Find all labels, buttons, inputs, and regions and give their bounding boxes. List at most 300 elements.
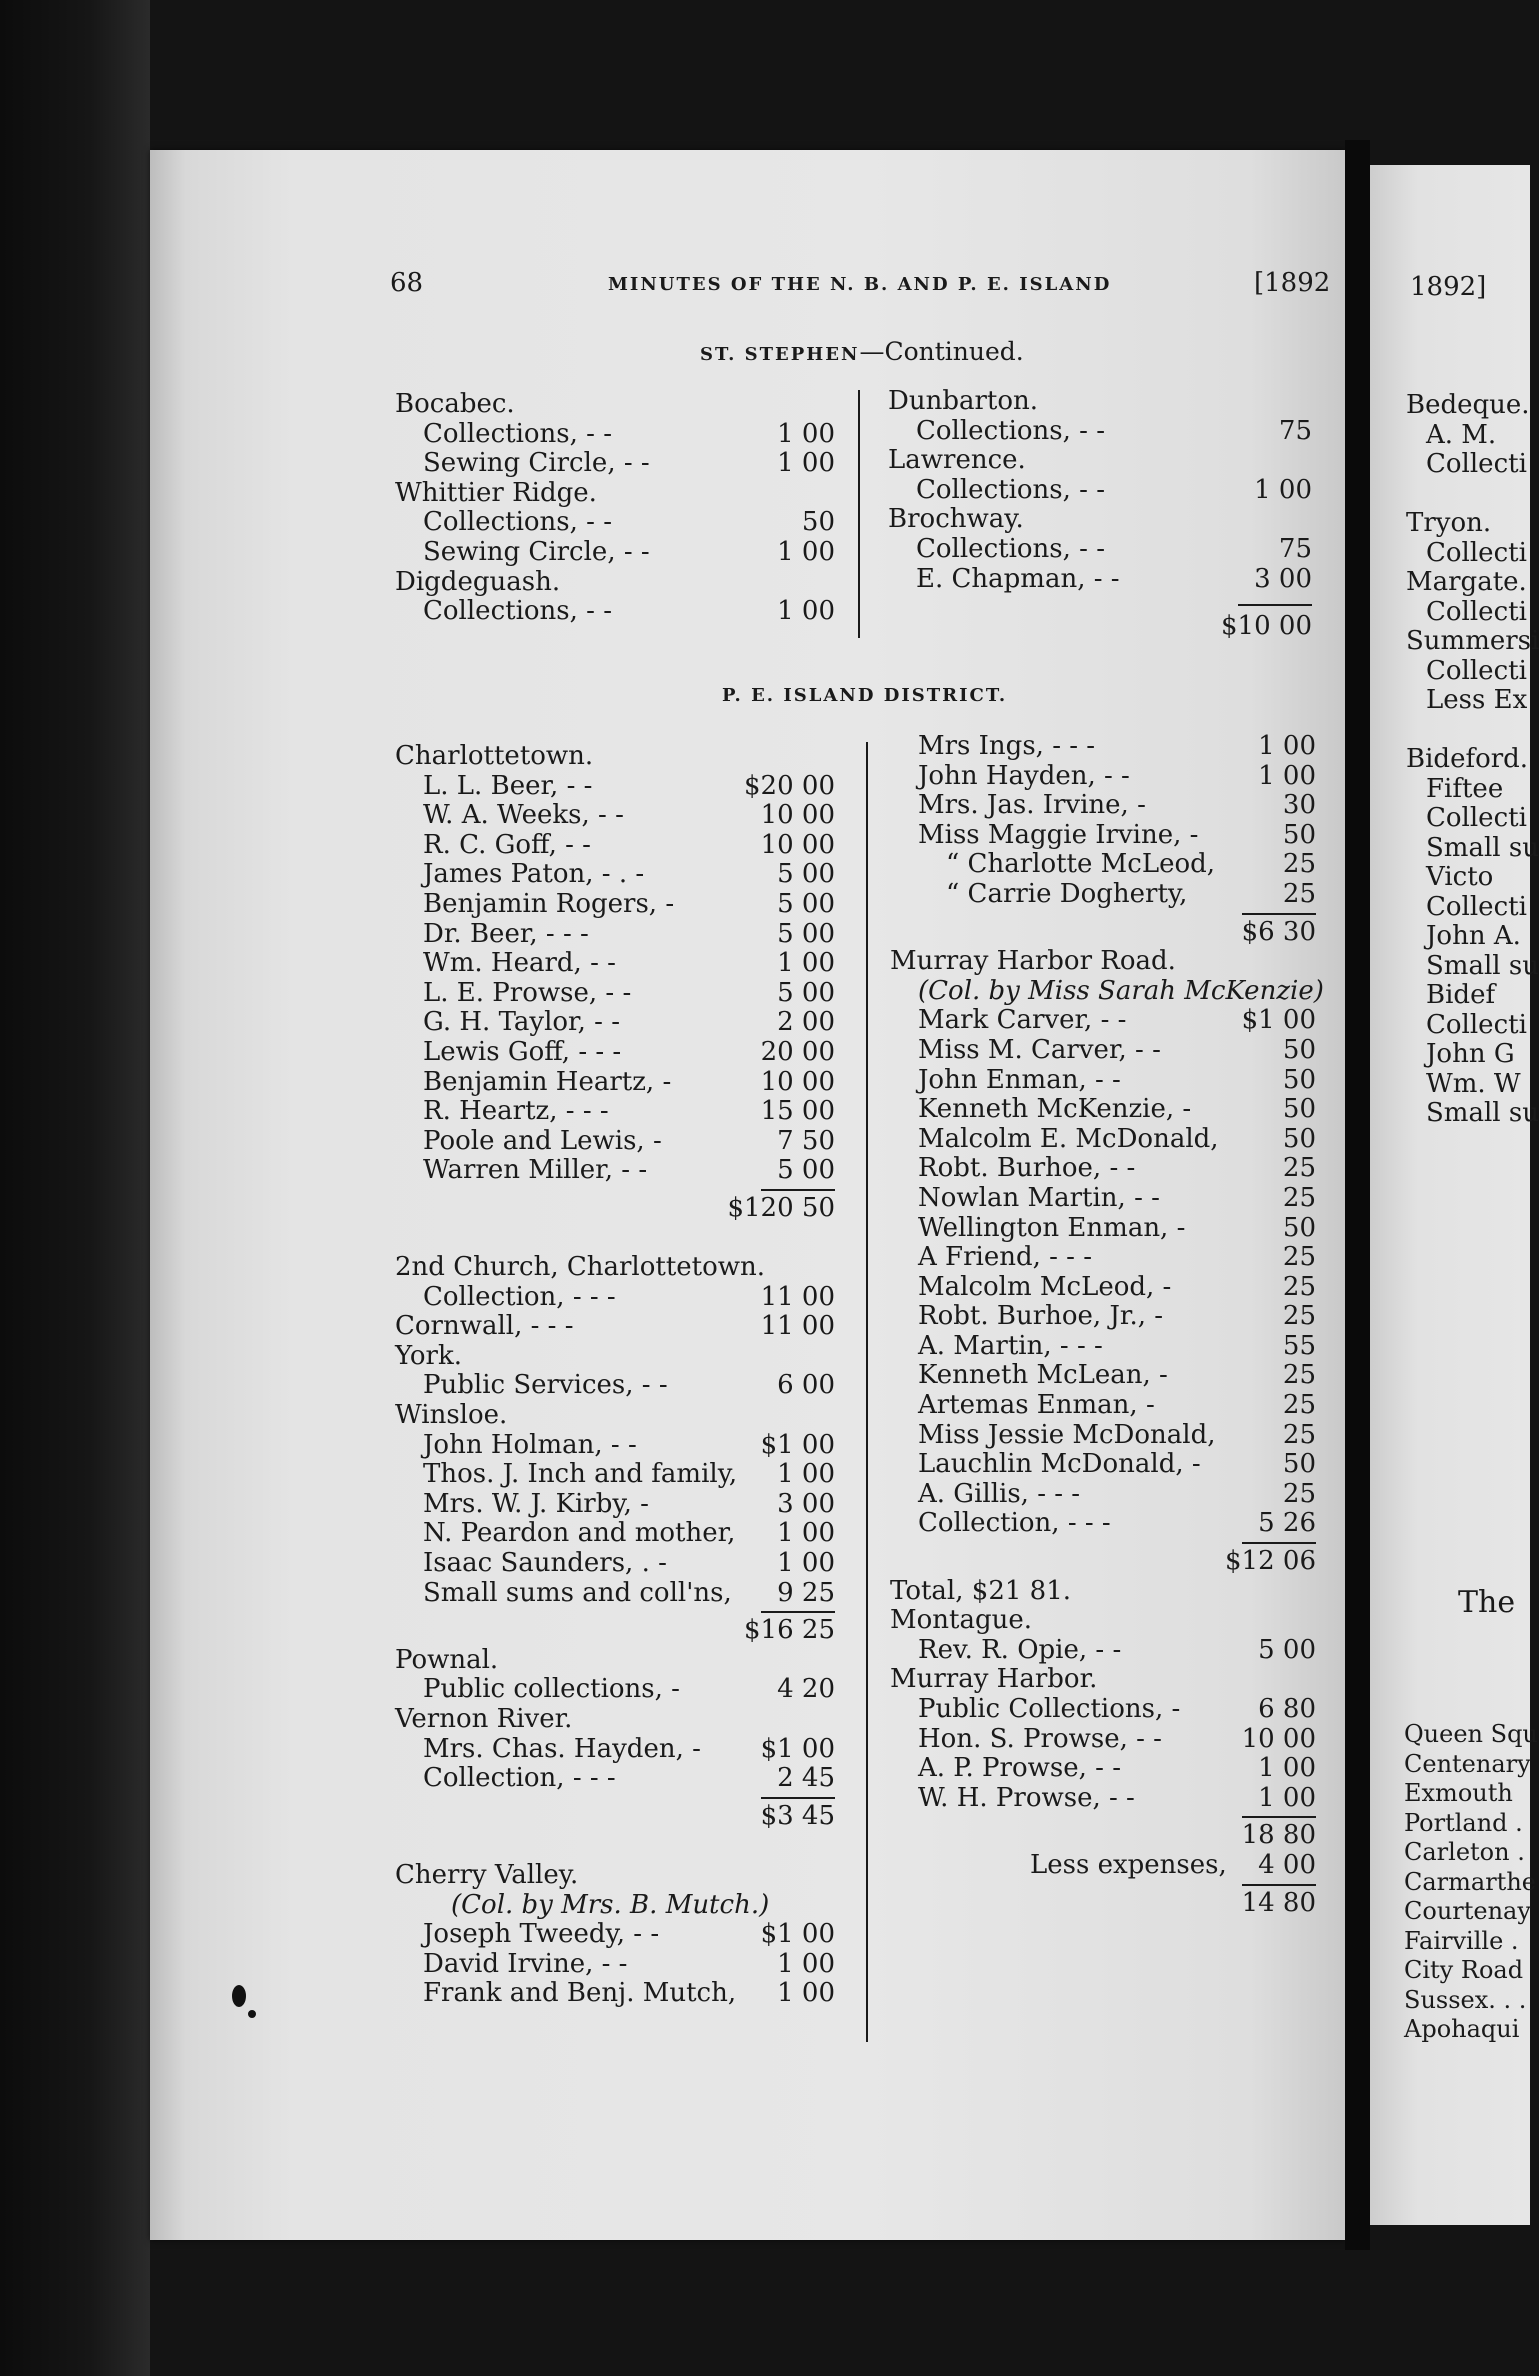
entry-label: Lewis Goff, - - - xyxy=(423,1036,622,1067)
section-continued: —Continued. xyxy=(859,337,1024,366)
entry-label: A. Gillis, - - - xyxy=(918,1478,1081,1509)
entry-amount: $1 00 xyxy=(760,1733,835,1764)
ledger-entry xyxy=(395,1764,835,1794)
ledger-entry xyxy=(890,1450,1316,1480)
facing-page-line: Collecti xyxy=(1426,596,1527,627)
sum-rule xyxy=(761,1797,835,1799)
entry-amount: 25 xyxy=(1282,1301,1316,1332)
facing-page-list-item: Courtenay xyxy=(1404,1897,1531,1925)
entry-label: Mrs. W. J. Kirby, - xyxy=(423,1488,649,1519)
running-title: MINUTES OF THE N. B. AND P. E. ISLAND xyxy=(608,274,1112,295)
ledger-entry xyxy=(888,565,1312,595)
ledger-entry xyxy=(890,1066,1316,1096)
page-number: 68 xyxy=(390,268,424,298)
facing-page-list-item: Carmarthe xyxy=(1404,1867,1536,1896)
facing-page-line: Collecti xyxy=(1426,1009,1527,1040)
ledger-entry xyxy=(890,1095,1316,1125)
entry-label: Dunbarton. xyxy=(888,386,1039,416)
entry-amount: 1 00 xyxy=(777,1518,835,1549)
facing-page-line: Summersi xyxy=(1406,626,1539,656)
entry-label: Vernon River. xyxy=(395,1704,573,1734)
ledger-heading xyxy=(890,1665,1316,1695)
entry-amount: 55 xyxy=(1282,1330,1316,1361)
entry-amount: $12 06 xyxy=(1225,1546,1316,1577)
ledger-entry xyxy=(890,850,1316,880)
entry-amount: 1 00 xyxy=(777,448,835,479)
entry-amount: $16 25 xyxy=(744,1615,835,1646)
entry-amount: 4 20 xyxy=(777,1674,835,1705)
entry-label: Pownal. xyxy=(395,1644,499,1675)
facing-page xyxy=(1370,165,1539,2225)
entry-label: “ Carrie Dogherty, xyxy=(946,878,1188,909)
st-stephen-left-column xyxy=(395,390,835,627)
pei-right-column xyxy=(890,731,1324,1918)
entry-amount: $3 45 xyxy=(760,1800,835,1831)
ledger-entry xyxy=(890,1361,1316,1391)
entry-amount: 3 00 xyxy=(1254,563,1312,594)
entry-label: Collection, - - - xyxy=(423,1763,616,1794)
entry-label: W. H. Prowse, - - xyxy=(918,1782,1135,1813)
entry-amount: 14 80 xyxy=(1241,1887,1316,1918)
ledger-entry xyxy=(395,860,835,890)
ledger-entry xyxy=(890,1332,1316,1362)
ledger-heading xyxy=(890,1577,1316,1607)
entry-amount: 1 00 xyxy=(777,1978,835,2009)
facing-page-line: Margate. xyxy=(1406,567,1527,597)
entry-amount: $6 30 xyxy=(1241,916,1316,947)
entry-label: L. L. Beer, - - xyxy=(423,770,593,801)
entry-label: Poole and Lewis, - xyxy=(423,1125,662,1156)
facing-page-list-item: Fairville . xyxy=(1404,1926,1519,1955)
entry-amount: 6 00 xyxy=(777,1370,835,1401)
entry-label: Less expenses, xyxy=(1030,1849,1227,1880)
entry-label: James Paton, - . - xyxy=(423,859,645,890)
book-binding-shadow xyxy=(0,0,150,2376)
entry-label: (Col. by Miss Sarah McKenzie) xyxy=(918,975,1324,1006)
entry-amount: 1 00 xyxy=(777,536,835,567)
ledger-entry xyxy=(890,880,1316,910)
entry-label: N. Peardon and mother, xyxy=(423,1518,736,1549)
entry-label: L. E. Prowse, - - xyxy=(423,977,632,1008)
entry-amount: 5 00 xyxy=(777,1155,835,1186)
ink-blot xyxy=(232,1985,246,2007)
entry-amount: 5 00 xyxy=(777,977,835,1008)
entry-label: A Friend, - - - xyxy=(918,1242,1093,1273)
entry-amount: 10 00 xyxy=(760,1066,835,1097)
entry-label: David Irvine, - - xyxy=(423,1948,628,1979)
entry-label: John Hayden, - - xyxy=(918,760,1130,791)
ledger-heading xyxy=(395,1646,835,1676)
entry-amount: 20 00 xyxy=(760,1036,835,1067)
entry-amount: 1 00 xyxy=(777,1548,835,1579)
entry-label: Kenneth McKenzie, - xyxy=(918,1094,1192,1125)
ledger-entry xyxy=(890,1636,1316,1666)
entry-amount: 1 00 xyxy=(1254,474,1312,505)
facing-page-line: Less Ex xyxy=(1426,685,1528,715)
entry-amount: 75 xyxy=(1278,533,1312,564)
entry-label: Murray Harbor Road. xyxy=(890,946,1176,977)
ledger-heading xyxy=(395,1253,835,1283)
ledger-heading xyxy=(395,1401,835,1431)
ledger-entry xyxy=(395,420,835,450)
page-gutter xyxy=(1345,140,1370,2250)
ledger-entry xyxy=(395,831,835,861)
entry-amount: 50 xyxy=(1282,1123,1316,1154)
st-stephen-total-amount: $10 00 xyxy=(1221,611,1312,641)
facing-page-line: Bedeque. xyxy=(1406,390,1530,420)
ledger-entry xyxy=(395,1156,835,1186)
entry-amount: 50 xyxy=(1282,1212,1316,1243)
entry-label: Public Collections, - xyxy=(918,1694,1181,1724)
entry-label: Sewing Circle, - - xyxy=(423,448,650,479)
ledger-heading xyxy=(395,479,835,509)
entry-label: Malcolm E. McDonald, xyxy=(918,1123,1219,1154)
ledger-entry xyxy=(395,1008,835,1038)
ledger-spacer xyxy=(395,1224,835,1254)
facing-page-line: Small su xyxy=(1426,1098,1539,1128)
entry-amount: 15 00 xyxy=(760,1096,835,1127)
ledger-heading xyxy=(888,387,1312,417)
ledger-entry xyxy=(395,1735,835,1765)
ledger-entry xyxy=(890,821,1316,851)
entry-label: Wm. Heard, - - xyxy=(423,948,616,979)
ledger-entry xyxy=(395,1979,835,2009)
entry-label: Sewing Circle, - - xyxy=(423,536,650,567)
ledger-entry xyxy=(395,1616,835,1646)
ledger-entry xyxy=(890,1302,1316,1332)
entry-label: Isaac Saunders, . - xyxy=(423,1548,667,1579)
ledger-entry xyxy=(890,1214,1316,1244)
entry-label: Digdeguash. xyxy=(395,566,561,597)
entry-label: Benjamin Heartz, - xyxy=(423,1066,672,1097)
ledger-entry xyxy=(395,920,835,950)
entry-amount: 25 xyxy=(1282,1182,1316,1213)
ledger-entry xyxy=(888,417,1312,447)
entry-amount: 5 00 xyxy=(777,918,835,949)
entry-label: Lawrence. xyxy=(888,445,1026,476)
ledger-entry xyxy=(890,1509,1316,1539)
entry-amount: 50 xyxy=(1282,1034,1316,1065)
ledger-entry xyxy=(890,1273,1316,1303)
entry-label: Robt. Burhoe, Jr., - xyxy=(918,1301,1164,1332)
facing-page-list-item: Sussex. . . xyxy=(1404,1985,1527,2014)
entry-label: W. A. Weeks, - - xyxy=(423,800,624,831)
entry-amount: 25 xyxy=(1282,1419,1316,1450)
facing-page-line: Small su xyxy=(1426,950,1539,981)
entry-amount: 25 xyxy=(1282,1360,1316,1391)
ledger-entry xyxy=(890,1125,1316,1155)
facing-page-line: John A. xyxy=(1426,921,1521,951)
facing-page-list-item: Carleton . xyxy=(1404,1838,1525,1866)
ledger-entry xyxy=(395,1802,835,1832)
entry-label: Whittier Ridge. xyxy=(395,477,597,508)
ledger-entry xyxy=(890,1784,1316,1814)
entry-label: Collections, - - xyxy=(423,507,612,538)
entry-label: Public collections, - xyxy=(423,1674,680,1705)
entry-label: E. Chapman, - - xyxy=(916,563,1120,594)
entry-label: Public Services, - - xyxy=(423,1370,668,1401)
ledger-entry xyxy=(395,1431,835,1461)
sum-rule xyxy=(761,1611,835,1613)
ledger-entry xyxy=(395,1038,835,1068)
facing-page-line: Wm. W xyxy=(1426,1068,1521,1099)
entry-amount: 50 xyxy=(1282,1064,1316,1095)
entry-amount: 1 00 xyxy=(777,1948,835,1979)
ledger-entry xyxy=(395,1675,835,1705)
ledger-entry xyxy=(395,772,835,802)
running-year: [1892 xyxy=(1254,268,1331,298)
entry-amount: 1 00 xyxy=(777,1459,835,1490)
facing-page-list-item: Portland . xyxy=(1404,1808,1523,1837)
ledger-heading xyxy=(395,1342,835,1372)
ledger-entry xyxy=(890,1006,1316,1036)
ledger-entry xyxy=(890,1695,1316,1725)
entry-label: Kenneth McLean, - xyxy=(918,1360,1168,1391)
entry-label: Small sums and coll'ns, xyxy=(423,1577,732,1608)
entry-label: Joseph Tweedy, - - xyxy=(423,1919,660,1950)
ledger-entry xyxy=(395,1194,835,1224)
ledger-entry xyxy=(888,476,1312,506)
ledger-heading xyxy=(395,742,835,772)
entry-amount: 5 00 xyxy=(777,859,835,890)
facing-page-line: Victo xyxy=(1426,862,1494,892)
ledger-entry xyxy=(395,1519,835,1549)
ledger-spacer xyxy=(395,1831,835,1861)
facing-page-line: Tryon. xyxy=(1406,508,1492,538)
section-title-text: ST. STEPHEN xyxy=(700,344,860,365)
entry-amount: 9 25 xyxy=(777,1577,835,1608)
entry-amount: 1 00 xyxy=(777,596,835,627)
entry-amount: 25 xyxy=(1282,1153,1316,1184)
facing-page-line: John G xyxy=(1426,1039,1515,1069)
ledger-entry xyxy=(890,732,1316,762)
entry-label: Benjamin Rogers, - xyxy=(423,888,675,919)
ledger-entry xyxy=(890,1725,1316,1755)
entry-amount: 25 xyxy=(1282,1271,1316,1302)
entry-label: Charlottetown. xyxy=(395,741,594,771)
entry-label: Rev. R. Opie, - - xyxy=(918,1634,1122,1665)
facing-page-list-item: Centenary xyxy=(1404,1749,1531,1778)
entry-label: Winsloe. xyxy=(395,1400,508,1431)
entry-label: G. H. Taylor, - - xyxy=(423,1007,620,1038)
ledger-entry xyxy=(890,918,1316,948)
ledger-heading xyxy=(395,1891,835,1921)
entry-amount: 1 00 xyxy=(1258,1782,1316,1813)
entry-amount: $20 00 xyxy=(744,770,835,801)
ledger-entry xyxy=(395,1549,835,1579)
ledger-entry xyxy=(890,1547,1316,1577)
entry-label: R. C. Goff, - - xyxy=(423,829,591,860)
entry-amount: 3 00 xyxy=(777,1488,835,1519)
facing-page-heading-fragment: The xyxy=(1458,1585,1516,1620)
entry-amount: 5 00 xyxy=(1258,1634,1316,1665)
facing-page-line: Collecti xyxy=(1426,803,1527,833)
entry-label: Collection, - - - xyxy=(918,1508,1111,1539)
entry-amount: 1 00 xyxy=(777,948,835,979)
entry-label: (Col. by Mrs. B. Mutch.) xyxy=(451,1889,770,1920)
entry-amount: 25 xyxy=(1282,849,1316,880)
entry-amount: 50 xyxy=(1282,819,1316,850)
sum-rule xyxy=(1242,1816,1316,1818)
entry-label: York. xyxy=(395,1340,463,1371)
entry-label: Dr. Beer, - - - xyxy=(423,918,589,949)
ledger-entry xyxy=(395,801,835,831)
facing-page-line: A. M. xyxy=(1426,419,1497,450)
ledger-entry xyxy=(395,1579,835,1609)
ink-blot xyxy=(248,2010,256,2018)
entry-label: Wellington Enman, - xyxy=(918,1212,1186,1243)
facing-page-line: Bideford. xyxy=(1406,744,1529,774)
entry-label: John Enman, - - xyxy=(918,1064,1121,1095)
entry-label: Mrs Ings, - - - xyxy=(918,731,1096,761)
entry-amount: 25 xyxy=(1282,1390,1316,1421)
ledger-entry xyxy=(395,1283,835,1313)
entry-amount: $1 00 xyxy=(1241,1005,1316,1036)
entry-amount: 2 45 xyxy=(777,1763,835,1794)
entry-label: Hon. S. Prowse, - - xyxy=(918,1723,1162,1754)
column-divider xyxy=(866,742,868,2042)
entry-amount: $1 00 xyxy=(760,1429,835,1460)
ledger-entry xyxy=(395,1460,835,1490)
entry-label: Mark Carver, - - xyxy=(918,1005,1127,1036)
facing-page-list-item: Exmouth xyxy=(1404,1779,1513,1807)
entry-label: Miss Maggie Irvine, - xyxy=(918,819,1199,850)
ledger-heading xyxy=(395,390,835,420)
entry-label: Cherry Valley. xyxy=(395,1859,579,1890)
sum-rule xyxy=(1242,1542,1316,1544)
entry-label: Cornwall, - - - xyxy=(395,1311,574,1342)
entry-label: Collection, - - - xyxy=(423,1281,616,1312)
ledger-entry xyxy=(395,1371,835,1401)
section-title-pei: P. E. ISLAND DISTRICT. xyxy=(722,685,1008,706)
entry-amount: 5 26 xyxy=(1258,1508,1316,1539)
ledger-entry xyxy=(395,508,835,538)
entry-label: A. Martin, - - - xyxy=(918,1330,1103,1361)
entry-label: Robt. Burhoe, - - xyxy=(918,1153,1136,1184)
entry-amount: 4 00 xyxy=(1258,1849,1316,1880)
entry-amount: $1 00 xyxy=(760,1919,835,1950)
entry-amount: 30 xyxy=(1282,790,1316,821)
pei-left-column xyxy=(395,742,835,2009)
entry-amount: 2 00 xyxy=(777,1007,835,1038)
entry-amount: 10 00 xyxy=(760,829,835,860)
ledger-entry xyxy=(890,1851,1316,1881)
ledger-entry xyxy=(395,890,835,920)
entry-label: Montague. xyxy=(890,1605,1033,1636)
entry-label: R. Heartz, - - - xyxy=(423,1096,609,1127)
ledger-entry xyxy=(890,1243,1316,1273)
facing-page-line: Collecti xyxy=(1426,537,1527,568)
entry-label: Collections, - - xyxy=(423,596,612,627)
entry-label: Brochway. xyxy=(888,504,1024,535)
sum-rule xyxy=(1242,913,1316,915)
entry-label: A. P. Prowse, - - xyxy=(918,1753,1121,1784)
ledger-heading xyxy=(395,568,835,598)
entry-label: Total, $21 81. xyxy=(890,1575,1072,1606)
entry-amount: 25 xyxy=(1282,1478,1316,1509)
ledger-entry xyxy=(888,535,1312,565)
entry-amount: 10 00 xyxy=(1241,1723,1316,1754)
entry-amount: 7 50 xyxy=(777,1125,835,1156)
entry-amount: 1 00 xyxy=(1258,760,1316,791)
entry-label: Mrs. Chas. Hayden, - xyxy=(423,1733,701,1764)
ledger-entry xyxy=(890,1184,1316,1214)
entry-label: Murray Harbor. xyxy=(890,1664,1098,1695)
facing-page-line: Collecti xyxy=(1426,891,1527,922)
ledger-entry xyxy=(395,1068,835,1098)
ledger-entry xyxy=(890,762,1316,792)
ledger-entry xyxy=(890,1480,1316,1510)
facing-page-list-item: City Road xyxy=(1404,1956,1524,1984)
entry-label: Lauchlin McDonald, - xyxy=(918,1449,1201,1480)
entry-label: Bocabec. xyxy=(395,389,515,419)
ledger-entry xyxy=(395,1127,835,1157)
facing-page-line: Fiftee xyxy=(1426,773,1504,804)
entry-amount: 1 00 xyxy=(777,418,835,449)
entry-label: Warren Miller, - - xyxy=(423,1155,648,1186)
ledger-entry xyxy=(395,1490,835,1520)
entry-amount: 1 00 xyxy=(1258,731,1316,761)
entry-label: Collections, - - xyxy=(916,415,1105,446)
entry-label: Thos. J. Inch and family, xyxy=(423,1459,738,1490)
ledger-heading xyxy=(890,1606,1316,1636)
ledger-heading xyxy=(395,1705,835,1735)
entry-amount: 1 00 xyxy=(1258,1753,1316,1784)
ledger-entry xyxy=(395,979,835,1009)
entry-amount: 50 xyxy=(1282,1449,1316,1480)
facing-page-line: Bidef xyxy=(1426,980,1496,1010)
entry-amount: 25 xyxy=(1282,878,1316,909)
entry-label: “ Charlotte McLeod, xyxy=(946,849,1216,880)
entry-amount: 10 00 xyxy=(760,800,835,831)
facing-page-line: Collecti xyxy=(1426,449,1527,479)
ledger-entry xyxy=(890,1821,1316,1851)
entry-label: Miss M. Carver, - - xyxy=(918,1034,1161,1065)
ledger-entry xyxy=(890,791,1316,821)
entry-label: Malcolm McLeod, - xyxy=(918,1271,1172,1302)
ledger-entry xyxy=(395,1950,835,1980)
ledger-entry xyxy=(890,1889,1316,1919)
ledger-entry xyxy=(890,1421,1316,1451)
ledger-heading xyxy=(890,947,1316,977)
entry-amount: $120 50 xyxy=(727,1192,835,1223)
st-stephen-right-column xyxy=(888,387,1312,594)
section-title-st-stephen xyxy=(700,337,1024,366)
facing-page-list-item: Apohaqui xyxy=(1404,2015,1520,2043)
facing-page-list-item: Queen Squ xyxy=(1404,1720,1538,1748)
ledger-entry xyxy=(395,1312,835,1342)
ledger-entry xyxy=(395,1920,835,1950)
sum-rule xyxy=(1242,1884,1316,1886)
entry-amount: 11 00 xyxy=(760,1311,835,1342)
ledger-entry xyxy=(395,949,835,979)
entry-amount: 25 xyxy=(1282,1242,1316,1273)
entry-amount: 11 00 xyxy=(760,1281,835,1312)
sum-rule xyxy=(761,1189,835,1191)
entry-label: Mrs. Jas. Irvine, - xyxy=(918,790,1146,821)
facing-page-line: Small su xyxy=(1426,832,1539,863)
entry-label: 2nd Church, Charlottetown. xyxy=(395,1252,766,1283)
entry-amount: 5 00 xyxy=(777,888,835,919)
facing-page-line: Collecti xyxy=(1426,655,1527,686)
ledger-heading xyxy=(395,1861,835,1891)
entry-label: Collections, - - xyxy=(916,474,1105,505)
entry-label: Frank and Benj. Mutch, xyxy=(423,1978,737,2009)
total-rule xyxy=(1238,604,1312,606)
entry-label: Artemas Enman, - xyxy=(918,1390,1155,1421)
ledger-entry xyxy=(890,1154,1316,1184)
st-stephen-total xyxy=(1180,612,1312,642)
